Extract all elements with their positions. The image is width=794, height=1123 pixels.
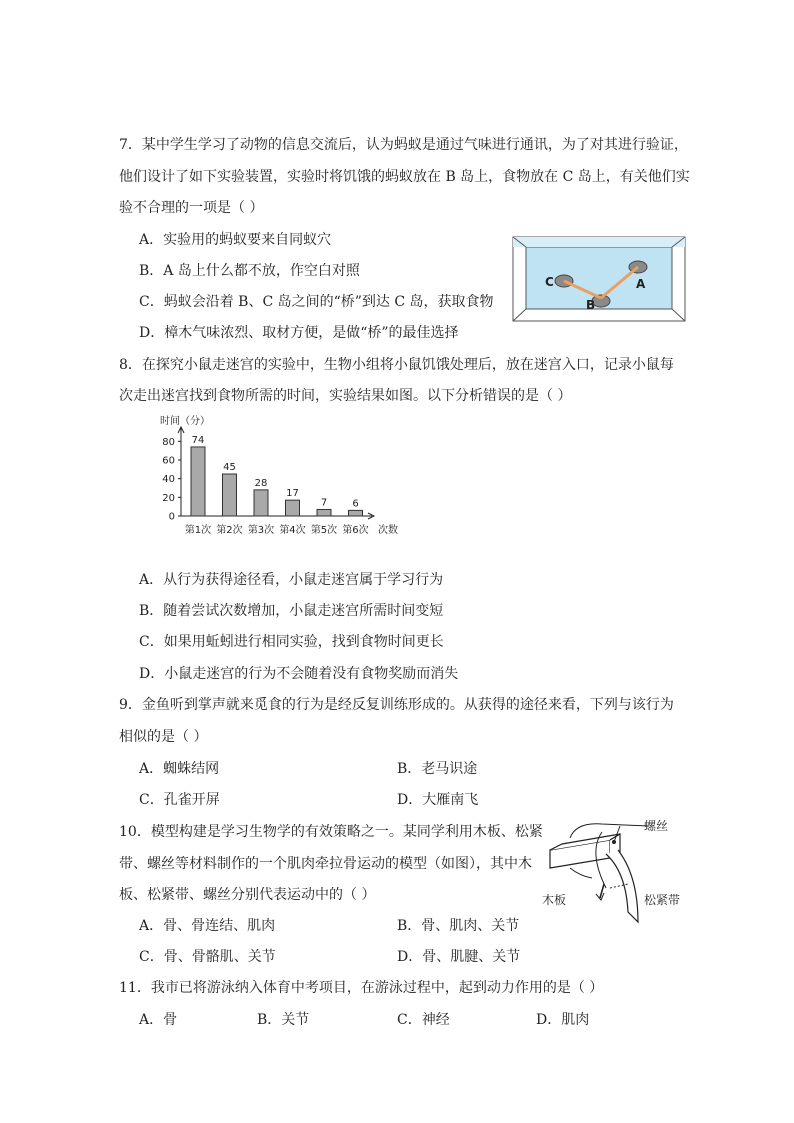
q9-option-d[interactable]: D．大雁南飞 [397, 792, 479, 808]
label-a: A [636, 277, 646, 291]
q10-stem-line-2: 带、螺丝等材料制作的一个肌肉牵拉骨运动的模型（如图），其中木 [119, 856, 532, 872]
q10-option-d[interactable]: D．骨、肌腱、关节 [397, 949, 521, 965]
muscle-bone-model-figure [540, 812, 688, 934]
x-category-label: 第2次 [216, 525, 243, 536]
q7-stem-line-1: 7．某中学生学习了动物的信息交流后，认为蚂蚁是通过气味进行通讯，为了对其进行验证， [119, 137, 688, 153]
q8-stem-line-1: 8．在探究小鼠走迷宫的实验中，生物小组将小鼠饥饿处理后，放在迷宫入口，记录小鼠每 [119, 357, 674, 373]
q11-option-d[interactable]: D．肌肉 [536, 1012, 590, 1028]
bar [223, 474, 237, 516]
bar [286, 500, 300, 516]
q8-option-c[interactable]: C．如果用蚯蚓进行相同实验，找到食物时间更长 [139, 634, 444, 650]
label-band: 松紧带 [644, 893, 681, 907]
x-category-label: 第6次 [342, 525, 369, 536]
y-tick-label: 60 [162, 455, 175, 467]
bar-value-label: 6 [352, 498, 359, 510]
bar [317, 509, 331, 516]
q7-stem-line-3: 验不合理的一项是（ ） [119, 200, 264, 216]
q7-option-c[interactable]: C．蚂蚁会沿着 B、C 岛之间的“桥”到达 C 岛，获取食物 [139, 294, 494, 310]
q8-option-b[interactable]: B．随着尝试次数增加，小鼠走迷宫所需时间变短 [139, 603, 444, 619]
q9-option-b[interactable]: B．老马识途 [397, 761, 478, 777]
maze-time-bar-chart [150, 406, 410, 540]
q11-option-a[interactable]: A．骨 [139, 1012, 178, 1028]
q10-option-c[interactable]: C．骨、骨骼肌、关节 [139, 949, 276, 965]
q9-option-a[interactable]: A．蜘蛛结网 [139, 761, 220, 777]
q9-option-c[interactable]: C．孔雀开屏 [139, 792, 220, 808]
q8-option-a[interactable]: A．从行为获得途径看，小鼠走迷宫属于学习行为 [139, 572, 444, 588]
bar-value-label: 17 [286, 488, 299, 500]
q11-stem-line-1: 11．我市已将游泳纳入体育中考项目，在游泳过程中，起到动力作用的是（ ） [119, 980, 604, 996]
chart-xlabel: 次数 [378, 525, 398, 536]
q7-stem-line-2: 他们设计了如下实验装置，实验时将饥饿的蚂蚁放在 B 岛上，食物放在 C 岛上，有关他们实 [119, 169, 690, 185]
q10-stem-line-1: 10．模型构建是学习生物学的有效策略之一。某同学利用木板、松紧 [119, 824, 543, 840]
q8-stem-line-2: 次走出迷宫找到食物所需的时间，实验结果如图。以下分析错误的是（ ） [119, 388, 572, 404]
y-tick-label: 80 [162, 436, 175, 448]
bar [191, 447, 205, 516]
x-category-label: 第3次 [247, 525, 275, 536]
ant-island-tank-figure [512, 236, 686, 322]
bar-value-label: 7 [320, 497, 328, 509]
bar-value-label: 28 [254, 477, 268, 489]
bar [254, 490, 268, 516]
chart-ylabel: 时间（分） [160, 416, 210, 427]
q10-option-a[interactable]: A．骨、骨连结、肌肉 [139, 918, 276, 934]
q11-option-b[interactable]: B．关节 [257, 1012, 310, 1028]
q10-stem-line-3: 板、松紧带、螺丝分别代表运动中的（ ） [119, 887, 376, 903]
label-b: B [586, 298, 596, 312]
x-category-label: 第1次 [184, 525, 212, 536]
x-category-label: 第4次 [279, 525, 306, 536]
q7-option-a[interactable]: A．实验用的蚂蚁要来自同蚁穴 [139, 232, 332, 248]
q11-option-c[interactable]: C．神经 [397, 1012, 450, 1028]
bar [349, 510, 363, 516]
q7-option-d[interactable]: D．樟木气味浓烈、取材方便，是做“桥”的最佳选择 [139, 325, 459, 341]
x-category-label: 第5次 [310, 525, 338, 536]
y-tick-label: 40 [162, 474, 175, 486]
label-board: 木板 [542, 893, 567, 907]
q8-option-d[interactable]: D．小鼠走迷宫的行为不会随着没有食物奖励而消失 [139, 666, 459, 682]
label-screw: 螺丝 [644, 819, 669, 833]
bar-value-label: 45 [223, 462, 236, 473]
chart-marks [185, 435, 369, 536]
q10-option-b[interactable]: B．骨、肌肉、关节 [397, 918, 520, 934]
label-c: C [545, 275, 554, 289]
q9-stem-line-1: 9．金鱼听到掌声就来觅食的行为是经反复训练形成的。从获得的途径来看，下列与该行为 [119, 697, 674, 713]
y-tick-label: 0 [168, 511, 175, 523]
y-tick-label: 20 [162, 492, 175, 504]
q9-stem-line-2: 相似的是（ ） [119, 729, 208, 745]
bar-value-label: 74 [191, 434, 205, 446]
q7-option-b[interactable]: B．A 岛上什么都不放，作空白对照 [139, 263, 360, 279]
